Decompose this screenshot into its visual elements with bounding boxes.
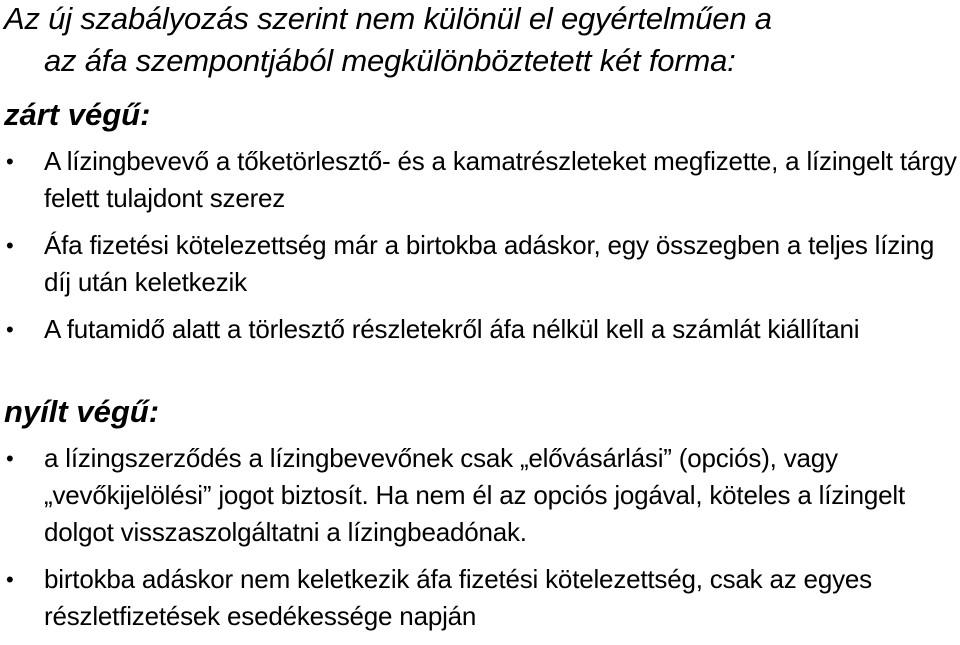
- bullet-icon: •: [6, 149, 14, 174]
- list-item-text: Áfa fizetési kötelezettség már a birtokba adáskor, egy összegben a teljes lízing díj után keletkezik: [44, 230, 935, 297]
- closed-end-heading: zárt végű:: [4, 97, 151, 132]
- list-item-text: birtokba adáskor nem keletkezik áfa fizetési kötelezettség, csak az egyes részletfizetések esedékessége napján: [44, 564, 872, 631]
- bullet-icon: •: [6, 567, 14, 592]
- bullet-icon: •: [6, 317, 14, 342]
- list-item-text: a lízingszerződés a lízingbevevőnek csak „elővásárlási” (opciós), vagy „vevőkijelölési” jogot biztosít. Ha nem él az opciós jogával, köteles a lízingelt dolgot visszaszolgáltatni a lízingbeadónak.: [44, 443, 906, 547]
- bullet-icon: •: [6, 446, 14, 471]
- list-item: [0, 143, 960, 217]
- intro-text: [4, 0, 954, 82]
- closed-end-list: [0, 143, 960, 358]
- list-item: [0, 227, 960, 301]
- open-end-heading: nyílt végű:: [4, 394, 160, 429]
- intro-line-2: az áfa szempontjából megkülönböztetett két forma:: [44, 43, 736, 78]
- list-item: [0, 311, 960, 348]
- list-item-text: A lízingbevevő a tőketörlesztő- és a kamatrészleteket megfizette, a lízingelt tárgy felett tulajdont szerez: [44, 146, 957, 213]
- bullet-icon: •: [6, 233, 14, 258]
- list-item-text: A futamidő alatt a törlesztő részletekről áfa nélkül kell a számlát kiállítani: [44, 314, 860, 344]
- open-end-list: [0, 440, 960, 645]
- intro-line-1: Az új szabályozás szerint nem különül el egyértelműen a: [4, 1, 772, 36]
- list-item: [0, 561, 960, 635]
- list-item: [0, 440, 960, 551]
